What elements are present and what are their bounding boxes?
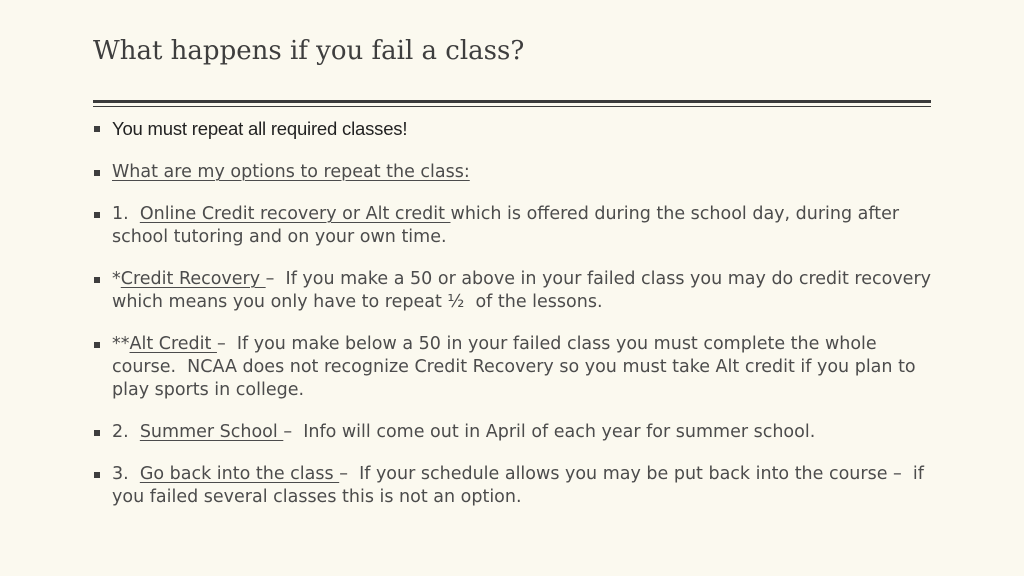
online-credit-recovery-link: Online Credit recovery or Alt credit xyxy=(139,204,451,224)
bullet-text: – If you make below a 50 in your failed class you must complete the whole course. NCAA does not recognize Credit Recovery so you must take Alt credit if you plan to play sports in college. xyxy=(112,334,922,400)
bullet-item-credit-recovery xyxy=(93,268,938,314)
bullet-prefix: 1. xyxy=(112,204,140,224)
square-bullet-icon xyxy=(94,277,100,283)
square-bullet-icon xyxy=(94,430,100,436)
bullet-item-go-back xyxy=(93,463,938,509)
title-divider-thick xyxy=(93,100,931,103)
go-back-into-class-link: Go back into the class xyxy=(139,464,340,484)
credit-recovery-link: Credit Recovery xyxy=(120,269,266,289)
bullet-item-summer-school xyxy=(93,421,938,444)
bullet-text: – If your schedule allows you may be put back into the course – if you failed several classes this is not an option. xyxy=(112,464,930,507)
bullet-item-options xyxy=(93,161,938,184)
bullet-text: – If you make a 50 or above in your failed class you may do credit recovery which means you only have to repeat ½ of the lessons. xyxy=(112,269,937,312)
bullet-prefix: ** xyxy=(112,334,130,354)
title-divider-thin xyxy=(93,106,931,107)
square-bullet-icon xyxy=(94,342,100,348)
bullet-text: You must repeat all required classes! xyxy=(112,118,408,139)
square-bullet-icon xyxy=(94,472,100,478)
bullet-text: which is offered during the school day, during after school tutoring and on your own time. xyxy=(112,204,900,247)
bullet-item-alt-credit xyxy=(93,333,938,402)
square-bullet-icon xyxy=(94,170,100,176)
bullet-item-repeat-required xyxy=(93,117,938,142)
bullet-list xyxy=(93,117,938,528)
slide-title: What happens if you fail a class? xyxy=(93,36,525,66)
bullet-text: – Info will come out in April of each year for summer school. xyxy=(283,422,816,442)
square-bullet-icon xyxy=(94,126,100,132)
summer-school-link: Summer School xyxy=(139,422,284,442)
bullet-item-online-credit xyxy=(93,203,938,249)
options-heading-link: What are my options to repeat the class: xyxy=(112,162,470,182)
bullet-prefix: 2. xyxy=(112,422,140,442)
bullet-prefix: * xyxy=(112,269,121,289)
square-bullet-icon xyxy=(94,212,100,218)
alt-credit-link: Alt Credit xyxy=(129,334,217,354)
bullet-prefix: 3. xyxy=(112,464,140,484)
